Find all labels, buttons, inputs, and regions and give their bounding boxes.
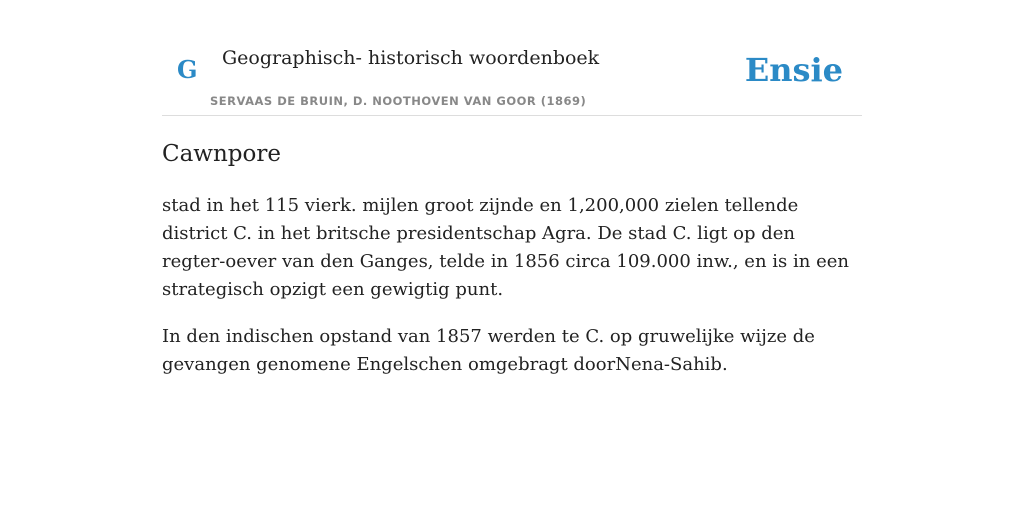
entry-title: Cawnpore <box>162 141 281 167</box>
ensie-logo[interactable]: Ensie <box>744 51 843 89</box>
book-title-link[interactable]: Geographisch- historisch woordenboek <box>222 47 600 69</box>
page-container <box>162 0 862 375</box>
entry-body <box>162 192 862 398</box>
book-letter-icon: G <box>177 55 198 84</box>
book-header <box>162 0 862 116</box>
entry-paragraph: stad in het 115 vierk. mijlen groot zijnde en 1,200,000 zielen tellende district C. in het britsche presidentschap Agra. De stad C. ligt op den regter-oever van den Ganges, telde in 1856 circa 109.000 inw., en is in een strategisch opzigt een gewigtig punt. <box>162 195 849 300</box>
entry-paragraph: In den indischen opstand van 1857 werden te C. op gruwelijke wijze de gevangen genomene Engelschen omgebragt doorNena-Sahib. <box>162 326 815 375</box>
book-author: SERVAAS DE BRUIN, D. NOOTHOVEN VAN GOOR (1869) <box>210 94 587 108</box>
